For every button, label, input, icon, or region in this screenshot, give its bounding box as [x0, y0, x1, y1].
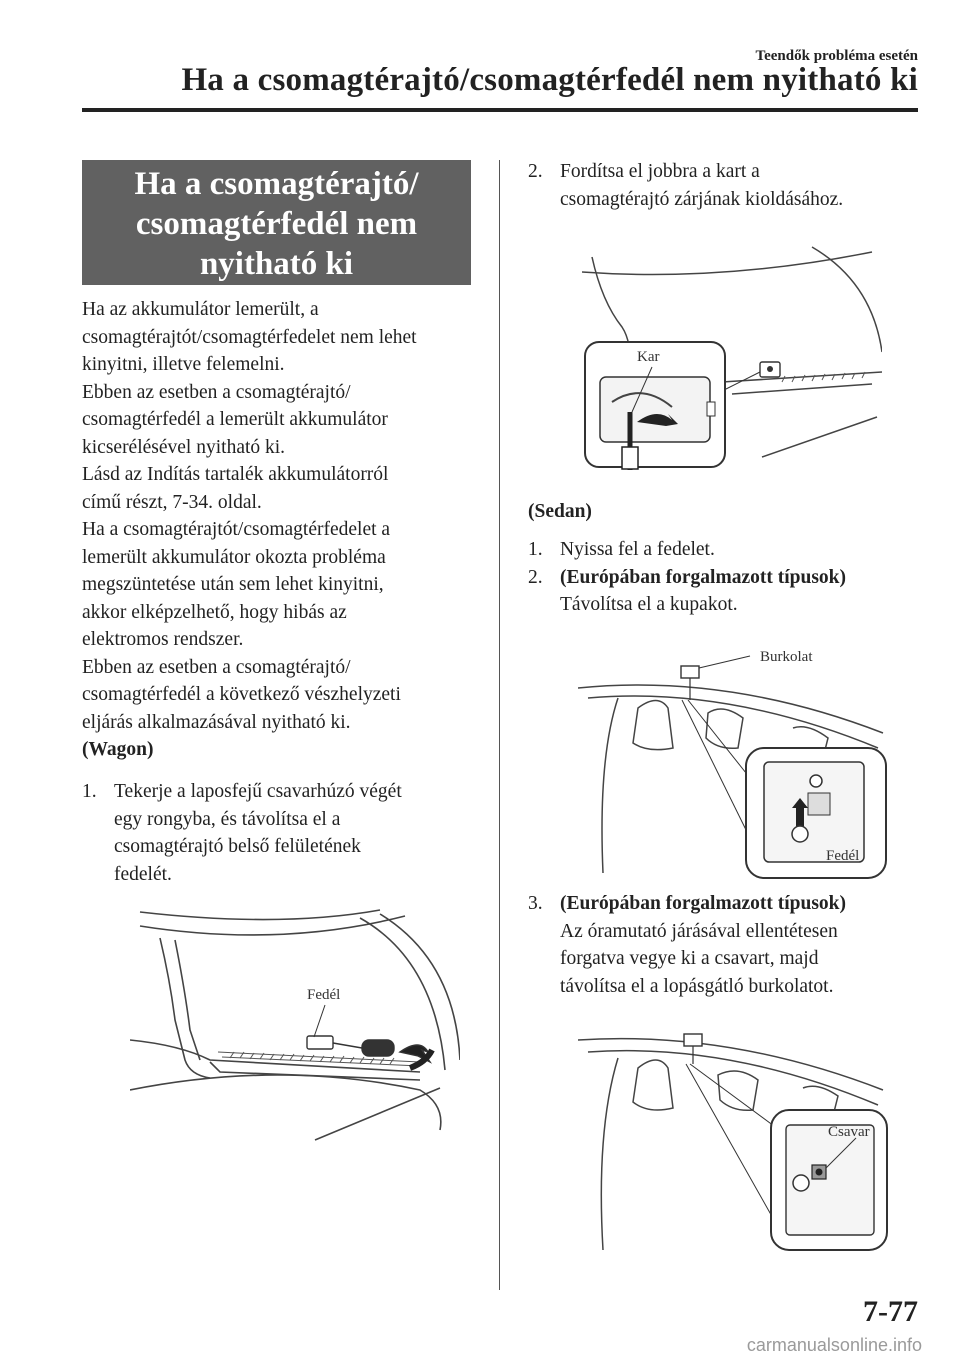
step-line: Tekerje a laposfejű csavarhúzó végét: [114, 781, 402, 802]
intro-line: csomagtérajtót/csomagtérfedelet nem lehet: [82, 326, 417, 348]
title-line-2: csomagtérfedél nem: [135, 206, 418, 242]
step-number: 1.: [82, 781, 97, 802]
wagon-step-2: [528, 158, 928, 213]
step-line: fedelét.: [114, 863, 172, 885]
step-line: Távolítsa el a kupakot.: [560, 594, 738, 615]
intro-line: kinyitni, illetve felemelni.: [82, 354, 285, 375]
wagon-heading: (Wagon): [82, 739, 154, 760]
step-line: csomagtérajtó belső felületének: [114, 836, 361, 857]
section-title-box: [82, 160, 471, 285]
intro-line: Ebben az esetben a csomagtérajtó/: [82, 381, 351, 403]
step-line: csomagtérajtó zárjának kioldásához.: [560, 188, 844, 210]
intro-line: című részt, 7-34. oldal.: [82, 491, 262, 513]
watermark: carmanualsonline.info: [746, 1335, 922, 1355]
step-number: 1.: [528, 539, 543, 560]
title-line-1: Ha a csomagtérajtó/: [134, 166, 419, 202]
title-line-3: nyitható ki: [199, 246, 354, 282]
step-line: Az óramutató járásával ellentétesen: [560, 920, 838, 942]
intro-line: Ha a csomagtérajtót/csomagtérfedelet a: [82, 519, 391, 540]
step-line-bold: (Európában forgalmazott típusok): [560, 566, 847, 588]
intro-line: eljárás alkalmazásával nyitható ki.: [82, 711, 351, 733]
intro-line: csomagtérfedél a lemerült akkumulátor: [82, 409, 388, 430]
intro-line: kicserélésével nyitható ki.: [82, 436, 286, 458]
intro-line: lemerült akkumulátor okozta probléma: [82, 546, 386, 568]
intro-paragraph: [82, 296, 482, 736]
figure-sedan-cover: [578, 638, 890, 883]
figure-sedan-screw: [578, 1030, 890, 1255]
header-rule: [82, 108, 918, 112]
label-inset-cover: Fedél: [826, 848, 860, 864]
step-number: 2.: [528, 161, 543, 182]
sedan-step-3: [528, 890, 928, 1000]
step-number: 3.: [528, 893, 543, 914]
step-line: Fordítsa el jobbra a kart a: [560, 161, 760, 182]
step-line: forgatva vegye ki a csavart, majd: [560, 948, 819, 969]
step-number: 2.: [528, 566, 543, 588]
page-title: Ha a csomagtérajtó/csomagtérfedél nem nyitható ki: [181, 62, 918, 98]
intro-line: akkor elképzelhető, hogy hibás az: [82, 601, 347, 623]
figure-wagon-cover: [130, 900, 460, 1150]
intro-line: Ha az akkumulátor lemerült, a: [82, 299, 319, 320]
step-line: Nyissa fel a fedelet.: [560, 539, 715, 560]
label-burkolat: Burkolat: [760, 649, 813, 665]
page-number: 7-77: [863, 1295, 918, 1328]
label-screw: Csavar: [828, 1124, 870, 1140]
step-line-bold: (Európában forgalmazott típusok): [560, 893, 847, 914]
sedan-heading: (Sedan): [528, 501, 592, 522]
column-divider: [499, 160, 500, 1290]
label-lever: Kar: [637, 349, 660, 365]
step-line: távolítsa el a lopásgátló burkolatot.: [560, 975, 834, 997]
figure-wagon-lever: [582, 242, 882, 477]
label-cover: Fedél: [307, 987, 341, 1003]
intro-line: csomagtérfedél a következő vészhelyzeti: [82, 684, 401, 705]
section-label: Teendők probléma esetén: [755, 48, 918, 64]
intro-line: Lásd az Indítás tartalék akkumulátorról: [82, 464, 389, 485]
sedan-steps: [528, 536, 928, 619]
intro-line: Ebben az esetben a csomagtérajtó/: [82, 656, 351, 678]
step-line: egy rongyba, és távolítsa el a: [114, 808, 341, 830]
intro-line: megszüntetése után sem lehet kinyitni,: [82, 574, 384, 595]
intro-line: elektromos rendszer.: [82, 629, 244, 650]
wagon-step-1: [82, 778, 482, 888]
